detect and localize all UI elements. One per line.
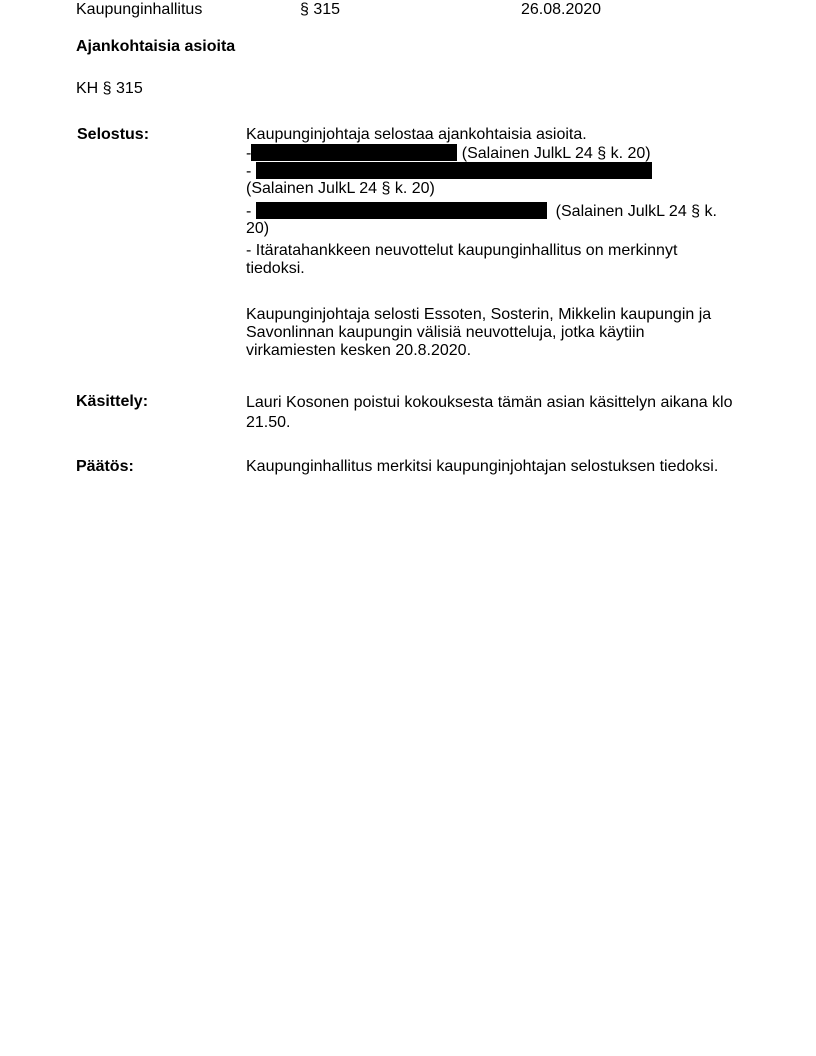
selostus-item-4-line-2: tiedoksi. xyxy=(246,260,305,277)
paatos-text: Kaupunginhallitus merkitsi kaupunginjohtajan selostuksen tiedoksi. xyxy=(246,458,719,475)
item-3-confidential-note-cont: 20) xyxy=(246,220,270,237)
item-3-confidential-note: (Salainen JulkL 24 § k. xyxy=(555,203,717,220)
selostus-item-1 xyxy=(246,144,746,162)
selostus-para-2-line-1: Kaupunginjohtaja selosti Essoten, Sosterin, Mikkelin kaupungin ja xyxy=(246,306,712,323)
redaction-bar xyxy=(251,144,457,161)
selostus-para-2-line-3: virkamiesten kesken 20.8.2020. xyxy=(246,342,472,359)
selostus-item-3 xyxy=(246,202,746,220)
item-3-dash: - xyxy=(246,203,252,220)
item-2-confidential-note: (Salainen JulkL 24 § k. 20) xyxy=(246,180,435,197)
page-title: Ajankohtaisia asioita xyxy=(76,38,236,55)
selostus-block xyxy=(246,126,746,360)
item-1-confidential-note: (Salainen JulkL 24 § k. 20) xyxy=(461,145,651,162)
header-body-name: Kaupunginhallitus xyxy=(76,1,203,18)
selostus-para-2-line-2: Savonlinnan kaupungin välisiä neuvotteluja, jotka käytiin xyxy=(246,324,645,341)
header-section-number: § 315 xyxy=(300,1,341,18)
redaction-bar xyxy=(256,162,652,179)
selostus-item-2 xyxy=(246,162,746,180)
section-reference: KH § 315 xyxy=(76,80,143,97)
selostus-item-4-line-1: - Itäratahankkeen neuvottelut kaupunginhallitus on merkinnyt xyxy=(246,242,678,259)
item-1-dash: - xyxy=(246,145,252,162)
kasittely-block xyxy=(246,393,746,433)
item-2-dash: - xyxy=(246,163,252,180)
kasittely-line-1: Lauri Kosonen poistui kokouksesta tämän asian käsittelyn aikana klo xyxy=(246,394,733,411)
header-date: 26.08.2020 xyxy=(521,1,602,18)
selostus-intro: Kaupunginjohtaja selostaa ajankohtaisia asioita. xyxy=(246,126,587,143)
kasittely-line-2: 21.50. xyxy=(246,414,291,431)
redaction-bar xyxy=(256,202,547,219)
paatos-label: Päätös: xyxy=(76,458,134,475)
selostus-label: Selostus: xyxy=(77,126,150,143)
kasittely-label: Käsittely: xyxy=(76,393,149,410)
